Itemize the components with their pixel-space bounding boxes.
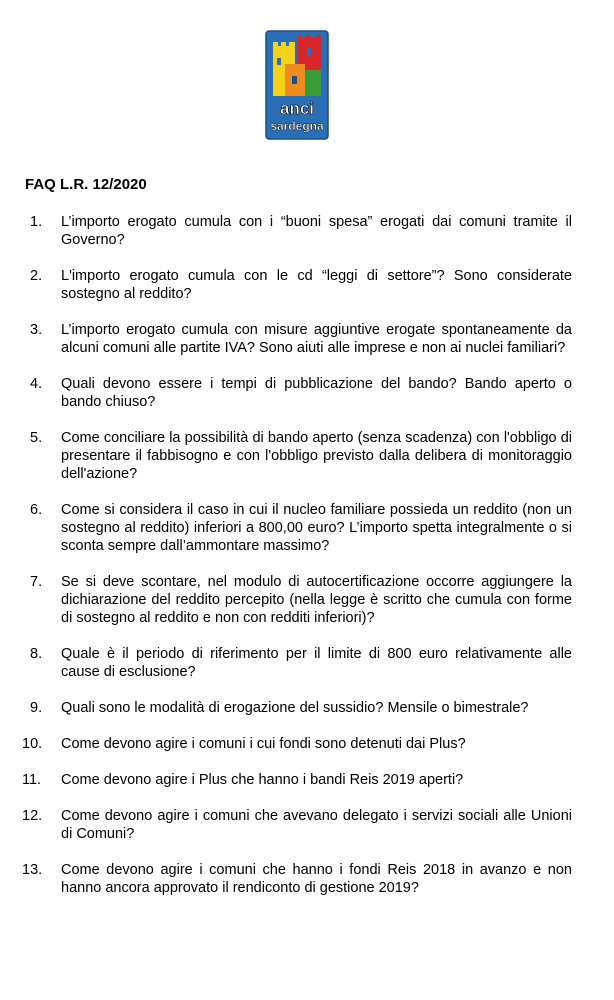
faq-question-number: 3. [30, 322, 43, 338]
faq-question [0, 501, 614, 555]
faq-question-text: L’importo erogato cumula con misure aggiuntive erogate spontaneamente da alcuni comuni alle partite IVA? Sono aiuti alle imprese e non ai nuclei familiari? [61, 322, 572, 356]
faq-question-number: 7. [30, 574, 43, 590]
faq-question-text: L'importo erogato cumula con le cd “leggi di settore”? Sono considerate sostegno al reddito? [61, 268, 572, 302]
faq-question-number: 8. [30, 646, 43, 662]
faq-question-number: 9. [30, 700, 43, 716]
faq-question-text: Come conciliare la possibilità di bando aperto (senza scadenza) con l'obbligo di presentare il fabbisogno e con l'obbligo previsto dalla delibera di monitoraggio dell'azione? [61, 430, 572, 482]
faq-question [0, 735, 614, 753]
faq-question-number: 1. [30, 214, 43, 230]
faq-question-number: 5. [30, 430, 43, 446]
logo-text-sardegna: sardegna [270, 119, 324, 133]
faq-question [0, 807, 614, 843]
faq-question-number: 11. [22, 772, 42, 788]
faq-question-text: Come devono agire i Plus che hanno i bandi Reis 2019 aperti? [61, 772, 464, 788]
faq-question-text: Come devono agire i comuni che hanno i fondi Reis 2018 in avanzo e non hanno ancora approvato il rendiconto di gestione 2019? [61, 862, 572, 896]
faq-question-text: Come devono agire i comuni i cui fondi sono detenuti dai Plus? [61, 736, 466, 752]
document-title: FAQ L.R. 12/2020 [25, 176, 147, 193]
faq-question [0, 573, 614, 627]
logo-tower-green [305, 70, 321, 96]
faq-question-number: 4. [30, 376, 43, 392]
logo-text-anci: anci [279, 99, 315, 118]
faq-question-text: L’importo erogato cumula con i “buoni spesa” erogati dai comuni tramite il Governo? [61, 214, 572, 248]
faq-question-number: 6. [30, 502, 43, 518]
anci-sardegna-logo [265, 30, 329, 140]
faq-question [0, 699, 614, 717]
faq-question [0, 267, 614, 303]
logo-graphic [265, 30, 329, 140]
faq-question-number: 10. [22, 736, 43, 752]
faq-question-text: Quali devono essere i tempi di pubblicazione del bando? Bando aperto o bando chiuso? [61, 376, 572, 410]
faq-question-text: Quale è il periodo di riferimento per il limite di 800 euro relativamente alle cause di esclusione? [61, 646, 572, 680]
faq-list [0, 213, 614, 915]
faq-question-text: Come si considera il caso in cui il nucleo familiare possieda un reddito (non un sostegno al reddito) inferiori a 800,00 euro? L’importo spetta integralmente o si sconta sempre dall’ammontare massimo? [61, 502, 572, 554]
faq-question [0, 429, 614, 483]
faq-question [0, 861, 614, 897]
faq-question-number: 2. [30, 268, 43, 284]
faq-question [0, 321, 614, 357]
faq-question-text: Come devono agire i comuni che avevano delegato i servizi sociali alle Unioni di Comuni? [61, 808, 572, 842]
faq-question [0, 375, 614, 411]
faq-question [0, 645, 614, 681]
faq-question-text: Se si deve scontare, nel modulo di autocertificazione occorre aggiungere la dichiarazione del reddito percepito (nella legge è scritto che cumula con forme di sostegno al reddito e non con redditi inferiori)? [61, 574, 572, 626]
faq-question-number: 12. [22, 808, 43, 824]
faq-question [0, 213, 614, 249]
faq-question-number: 13. [22, 862, 43, 878]
faq-question [0, 771, 614, 789]
faq-question-text: Quali sono le modalità di erogazione del sussidio? Mensile o bimestrale? [61, 700, 529, 716]
